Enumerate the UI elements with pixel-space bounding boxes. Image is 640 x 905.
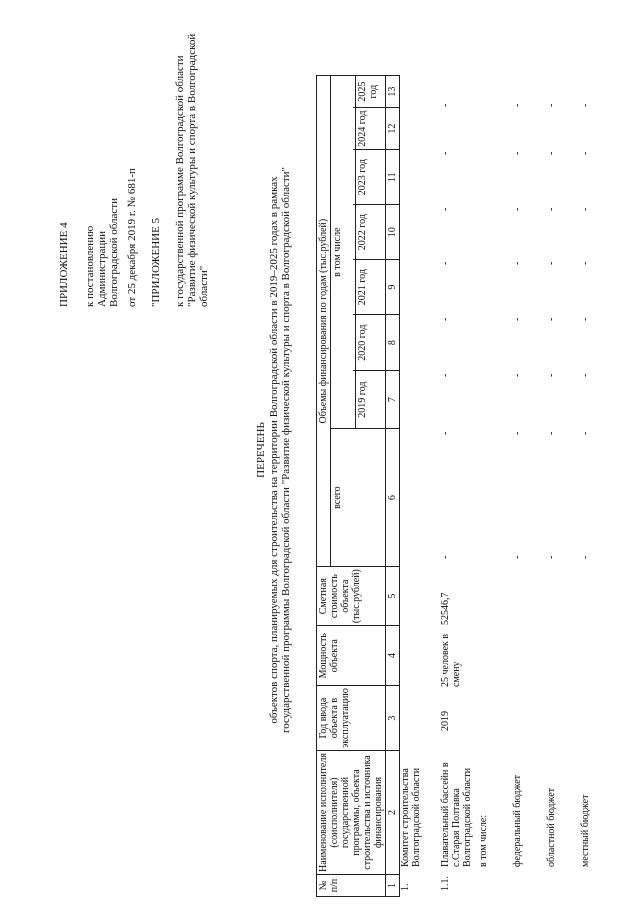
row-1-1-year: 2019 [440,711,451,731]
cell-dash: - [512,261,523,265]
appendix5-title: "ПРИЛОЖЕНИЕ 5 [150,217,162,307]
cell-dash: - [546,261,557,265]
column-number: 5 [386,567,400,626]
row-local-budget: местный бюджет [580,794,591,867]
row-1-1-capacity: 25 человек в смену [440,633,462,687]
column-number: 1 [386,875,400,897]
cell-dash: - [440,555,451,559]
cell-dash: - [440,207,451,211]
cell-dash: - [580,373,591,377]
header-cost: Сметная стоимость объекта (тыс.рублей) [317,567,386,626]
cell-dash: - [440,373,451,377]
column-number: 13 [386,76,400,108]
header-year-2023: 2023 год [356,150,386,205]
cell-dash: - [512,103,523,107]
objects-table [316,75,400,897]
cell-dash: - [546,431,557,435]
column-number: 3 [386,686,400,751]
cell-dash: - [580,261,591,265]
header-including: в том числе [331,76,354,429]
cell-dash: - [546,151,557,155]
document-subtitle-line: государственной программы Волгоградской области "Развитие физической культуры и спорта в Волгоградской области" [280,166,292,734]
program-line: "Развитие физической культуры и спорта в Волгоградской [186,33,198,307]
row-regional-budget: областной бюджет [546,787,557,867]
cell-dash: - [546,373,557,377]
cell-dash: - [512,555,523,559]
cell-dash: - [512,317,523,321]
row-1-1-name: Плавательный бассейн в с.Старая Полтавка Волгоградской области [440,762,473,867]
column-number: 9 [386,260,400,315]
header-total: всего [331,429,386,567]
header-year-2022: 2022 год [356,205,386,260]
cell-dash: - [580,431,591,435]
date-line: от 25 декабря 2019 г. № 681-п [126,168,138,307]
column-number: 7 [386,371,400,429]
header-year-2025: 2025 год [356,76,386,108]
header-year-2024: 2024 год [356,108,386,150]
cell-dash: - [440,103,451,107]
document-heading: ПЕРЕЧЕНЬ [255,422,267,478]
row-1-number: 1. [400,883,411,891]
header-line: Администрации [96,230,108,307]
program-line: области" [198,265,210,307]
row-1-1-cost: 52546,7 [440,592,451,625]
cell-dash: - [580,555,591,559]
header-line: к постановлению [84,225,96,307]
appendix-number: ПРИЛОЖЕНИЕ 4 [58,222,70,307]
cell-dash: - [546,555,557,559]
header-name: Наименование исполнителя (соисполнителя) государственной программы, объекта строительства и источника финансирования [317,751,386,875]
cell-dash: - [440,431,451,435]
column-number: 2 [386,751,400,875]
column-number: 10 [386,205,400,260]
cell-dash: - [440,151,451,155]
cell-dash: - [512,151,523,155]
cell-dash: - [580,151,591,155]
header-line: Волгоградской области [108,198,120,307]
cell-dash: - [546,103,557,107]
header-year-2019: 2019 год [356,371,386,429]
row-federal-budget: федеральный бюджет [512,774,523,867]
appendix-header [58,7,210,307]
header-year: Год ввода объекта в эксплуатацию [317,686,386,751]
row-including: в том числе: [478,814,489,867]
column-number: 4 [386,626,400,686]
cell-dash: - [580,207,591,211]
cell-dash: - [546,317,557,321]
column-number: 11 [386,150,400,205]
column-number: 12 [386,108,400,150]
program-line: к государственной программе Волгоградской области [174,55,186,307]
column-number: 8 [386,315,400,371]
header-year-2020: 2020 год [356,315,386,371]
header-volumes: Объемы финансирования по годам (тыс.рублей) [317,76,331,567]
cell-dash: - [512,373,523,377]
column-number: 6 [386,429,400,567]
cell-dash: - [546,207,557,211]
cell-dash: - [580,103,591,107]
row-1-1-number: 1.1. [440,876,451,891]
row-1-name: Комитет строительства Волгоградской области [400,767,422,867]
document-subtitle-line: объектов спорта, планируемых для строительства на территории Волгоградской области в 2019–2025 годах в рамках [268,176,280,724]
cell-dash: - [440,261,451,265]
cell-dash: - [512,207,523,211]
header-num: № п/п [317,875,386,897]
header-capacity: Мощность объекта [317,626,386,686]
cell-dash: - [580,317,591,321]
cell-dash: - [512,431,523,435]
cell-dash: - [440,317,451,321]
header-year-2021: 2021 год [356,260,386,315]
